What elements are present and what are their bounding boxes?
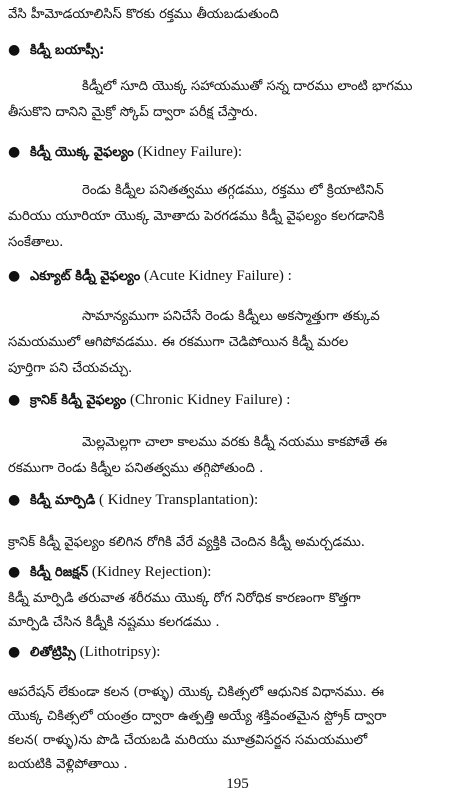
bullet-icon: ● <box>8 492 21 508</box>
paragraph-line: సంకేతాలు. <box>8 235 64 250</box>
paragraph-line: కిడ్నీ మార్పిడి తరువాత శరీరము యొక్క రోగ నిరోధిక కారణంగా కొత్తగా <box>8 591 361 606</box>
heading-telugu: కిడ్నీ మార్పిడి <box>30 493 96 508</box>
paragraph-line: తీసుకొని దానిని మైక్రో స్కోప్ ద్వారా పరీక్ష చేస్తారు. <box>8 105 258 120</box>
section-heading-lithotripsy <box>8 642 467 663</box>
paragraph-line: యొక్క చికిత్సలో యంత్రం ద్వారా ఉత్పత్తి అయ్యే శక్తివంతమైన స్ట్రోక్ ద్వారా <box>8 709 387 724</box>
paragraph-line: మెల్లమెల్లగా చాలా కాలము వరకు కిడ్నీ నయము కాకపోతే ఈ <box>82 435 388 450</box>
bullet-icon: ● <box>8 644 21 660</box>
bullet-icon: ● <box>8 42 21 58</box>
continued-text-line: వేసి హీమోడయాలిసిస్ కొరకు రక్తము తీయబడుతుంది <box>8 7 279 22</box>
paragraph-line: సామాన్యముగా పనిచేసే రెండు కిడ్నీలు అకస్మాత్తుగా తక్కువ <box>82 309 380 324</box>
heading-english: (Lithotripsy): <box>75 644 161 660</box>
heading-english: (Acute Kidney Failure) : <box>140 268 292 284</box>
heading-english: (Kidney Failure): <box>133 144 243 160</box>
bullet-icon: ● <box>8 268 21 284</box>
section-heading-kidney-biopsy <box>8 40 467 61</box>
paragraph-line: రకముగా రెండు కిడ్నీల పనితత్వము తగ్గిపోతుంది . <box>8 461 264 476</box>
heading-english: (Kidney Rejection): <box>88 564 212 580</box>
heading-english: ( Kidney Transplantation): <box>95 492 259 508</box>
paragraph-line: బయటికి వెళ్లిపోతాయి . <box>8 757 128 772</box>
heading-english: (Chronic Kidney Failure) : <box>126 392 291 408</box>
paragraph-line: ఆపరేషన్ లేకుండా కలన (రాళ్ళు) యొక్క చికిత్సలో ఆధునిక విధానము. ఈ <box>8 685 384 700</box>
heading-telugu: లితోట్రిప్సి <box>30 645 76 660</box>
bullet-icon: ● <box>8 564 21 580</box>
bullet-icon: ● <box>8 144 21 160</box>
heading-telugu: ఎక్యూట్ కిడ్నీ వైఫల్యం <box>30 269 141 284</box>
heading-telugu: కిడ్నీ బయాప్సీ: <box>30 43 105 58</box>
heading-telugu: క్రానిక్ కిడ్నీ వైఫల్యం <box>30 393 127 408</box>
paragraph-line: పూర్తిగా పని చేయవచ్చు. <box>8 361 133 376</box>
paragraph-line: మరియు యూరియా యొక్క మోతాదు పెరగడము కిడ్నీ వైఫల్యం కలగడానికి <box>8 209 385 224</box>
paragraph-line: సమయములో ఆగిపోవడము. ఈ రకముగా చెడిపోయిన కిడ్నీ మరల <box>8 335 349 350</box>
section-heading-kidney-transplantation <box>8 490 467 511</box>
heading-telugu: కిడ్నీ రిజక్షన్ <box>30 565 89 580</box>
heading-telugu: కిడ్నీ యొక్క వైఫల్యం <box>30 145 134 160</box>
paragraph-line: మార్పిడి చేసిన కిడ్నీకి నష్టము కలగడము . <box>8 615 220 630</box>
section-heading-acute-kidney-failure <box>8 266 467 287</box>
section-heading-kidney-rejection <box>8 562 467 583</box>
paragraph-line: రెండు కిడ్నీల పనితత్వము తగ్గడము, రక్తము లో క్రియాటినిన్ <box>82 183 384 198</box>
paragraph-line: కిడ్నీలో సూది యొక్క సహాయముతో సన్న దారము లాంటి భాగము <box>82 79 413 94</box>
page-number: 195 <box>226 776 249 792</box>
section-heading-kidney-failure <box>8 142 467 163</box>
section-heading-chronic-kidney-failure <box>8 390 467 411</box>
bullet-icon: ● <box>8 392 21 408</box>
paragraph-line: క్రానిక్ కిడ్నీ వైఫల్యం కలిగిన రోగికి వేరే వ్యక్తికి చెందిన కిడ్నీ అమర్చడము. <box>8 535 365 550</box>
paragraph-line: కలన( రాళ్ళు)ను పొడి చేయబడి మరియు మూత్రవిసర్జన సమయములో <box>8 733 368 748</box>
